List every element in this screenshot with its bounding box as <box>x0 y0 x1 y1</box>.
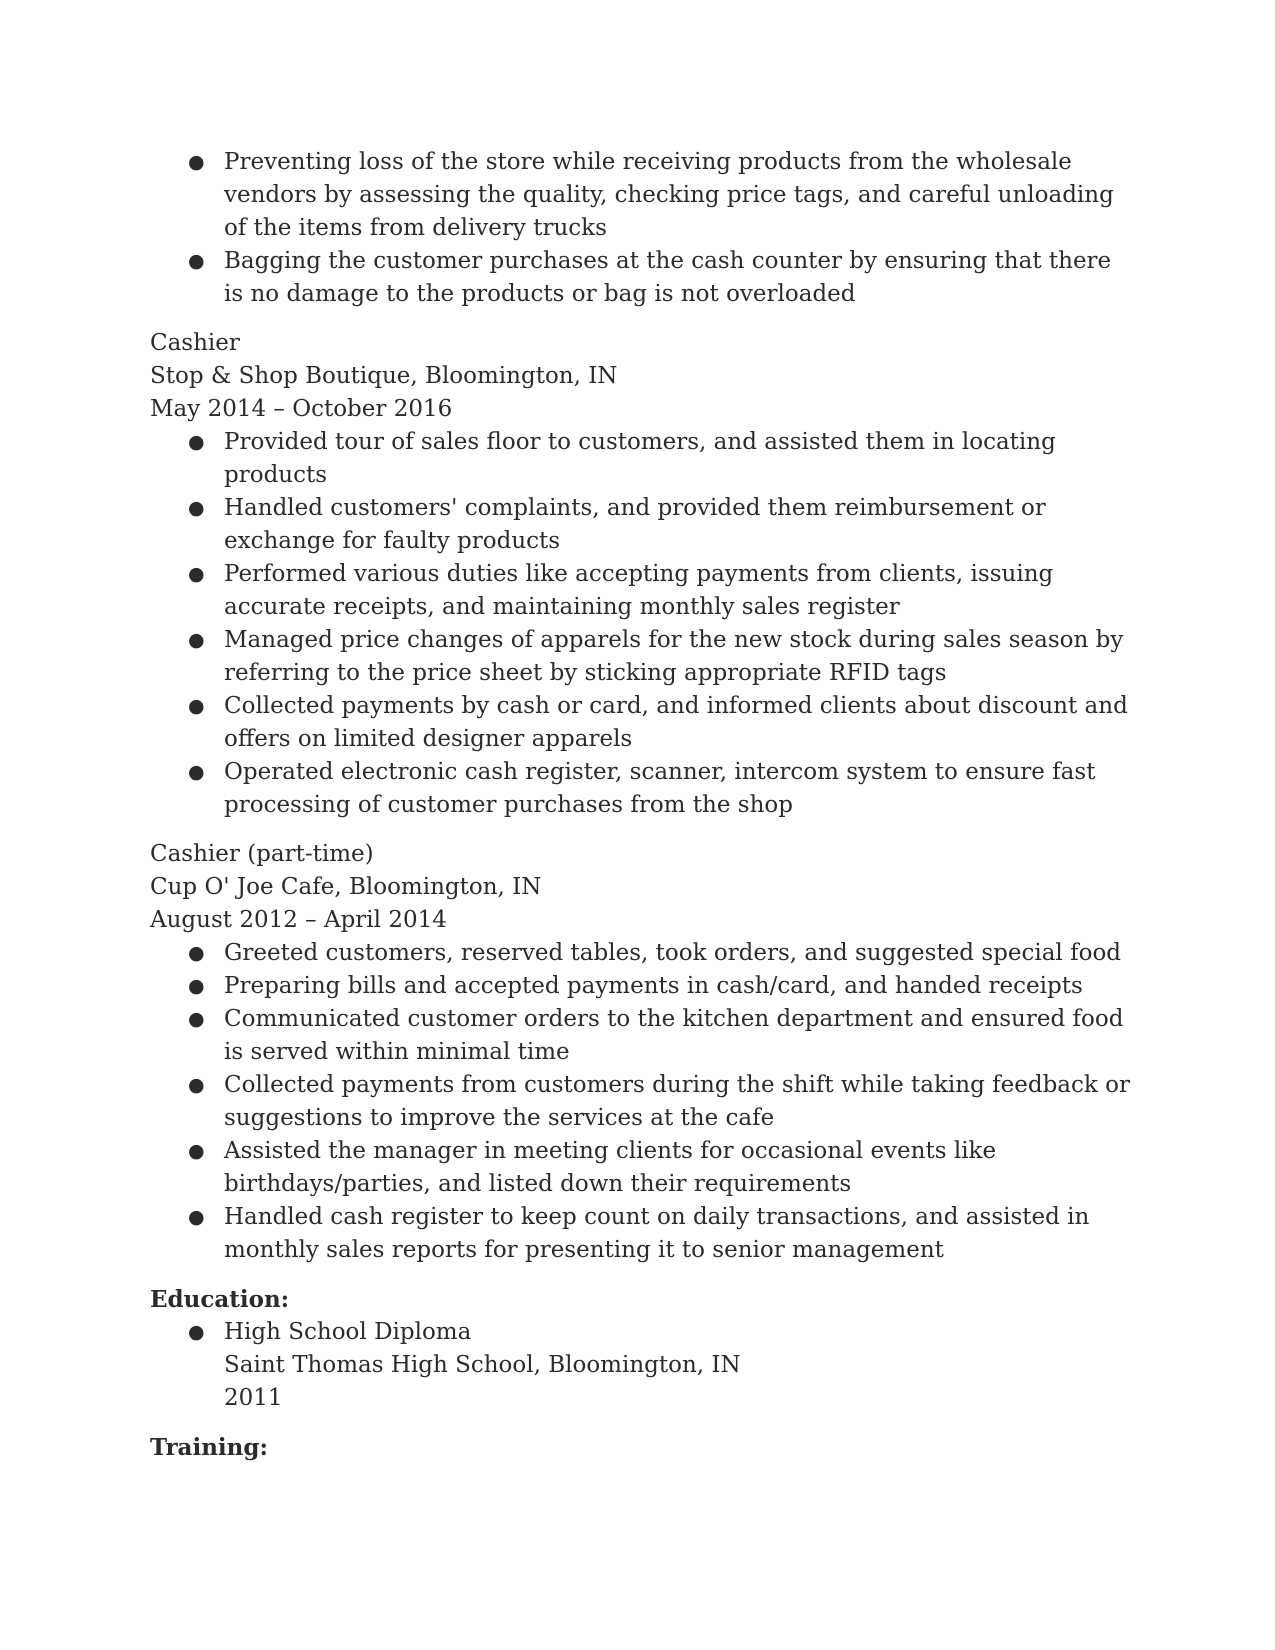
list-item <box>150 1201 1130 1267</box>
bullet-icon: ● <box>188 151 205 173</box>
bullet-text: Communicated customer orders to the kitchen department and ensured food is served within minimal time <box>224 1006 1124 1065</box>
list-item <box>150 690 1130 756</box>
list-item <box>150 1003 1130 1069</box>
education-year: 2011 <box>224 1385 283 1411</box>
list-item <box>150 558 1130 624</box>
bullet-icon: ● <box>188 1206 205 1228</box>
list-item <box>150 624 1130 690</box>
bullet-text: Greeted customers, reserved tables, took orders, and suggested special food <box>224 940 1122 966</box>
job-company: Cup O' Joe Cafe, Bloomington, IN <box>150 874 542 900</box>
education-heading: Education: <box>150 1286 290 1313</box>
education-school: Saint Thomas High School, Bloomington, IN <box>224 1352 741 1378</box>
bullet-icon: ● <box>188 497 205 519</box>
list-item <box>150 1069 1130 1135</box>
list-item <box>150 756 1130 822</box>
bullet-text: Handled customers' complaints, and provided them reimbursement or exchange for faulty products <box>224 495 1046 554</box>
list-item <box>150 492 1130 558</box>
resume-page <box>150 146 1130 1464</box>
bullet-text: Managed price changes of apparels for the new stock during sales season by referring to the price sheet by sticking appropriate RFID tags <box>224 627 1124 686</box>
job-bullet-list <box>150 426 1130 822</box>
training-section <box>150 1431 1130 1464</box>
list-item <box>150 146 1130 245</box>
bullet-icon: ● <box>188 942 205 964</box>
education-degree: High School Diploma <box>224 1319 472 1345</box>
bullet-text: Bagging the customer purchases at the cash counter by ensuring that there is no damage to the products or bag is not overloaded <box>224 248 1112 307</box>
bullet-icon: ● <box>188 1074 205 1096</box>
bullet-text: Assisted the manager in meeting clients for occasional events like birthdays/parties, and listed down their requirements <box>224 1138 997 1197</box>
bullet-icon: ● <box>188 563 205 585</box>
list-item <box>150 1135 1130 1201</box>
job-title: Cashier (part-time) <box>150 841 374 867</box>
job-title: Cashier <box>150 330 240 356</box>
bullet-icon: ● <box>188 1140 205 1162</box>
bullet-icon: ● <box>188 1008 205 1030</box>
job-dates: May 2014 – October 2016 <box>150 396 453 422</box>
list-item <box>150 937 1130 970</box>
bullet-icon: ● <box>188 695 205 717</box>
training-heading: Training: <box>150 1434 268 1461</box>
list-item <box>150 1316 1130 1415</box>
bullet-text: Collected payments by cash or card, and informed clients about discount and offers on limited designer apparels <box>224 693 1128 752</box>
bullet-icon: ● <box>188 975 205 997</box>
job-bullet-list <box>150 937 1130 1267</box>
bullet-icon: ● <box>188 629 205 651</box>
job-entry-cup-o-joe <box>150 838 1130 1267</box>
bullet-text: Handled cash register to keep count on daily transactions, and assisted in monthly sales reports for presenting it to senior management <box>224 1204 1090 1263</box>
bullet-text: Preventing loss of the store while receiving products from the wholesale vendors by assessing the quality, checking price tags, and careful unloading of the items from delivery trucks <box>224 149 1114 241</box>
bullet-icon: ● <box>188 431 205 453</box>
bullet-text: Preparing bills and accepted payments in cash/card, and handed receipts <box>224 973 1083 999</box>
job-dates: August 2012 – April 2014 <box>150 907 447 933</box>
bullet-icon: ● <box>188 761 205 783</box>
bullet-text: Collected payments from customers during the shift while taking feedback or suggestions to improve the services at the cafe <box>224 1072 1130 1131</box>
education-section <box>150 1283 1130 1415</box>
bullet-text: Provided tour of sales floor to customers, and assisted them in locating products <box>224 429 1056 488</box>
job-company: Stop & Shop Boutique, Bloomington, IN <box>150 363 618 389</box>
bullet-text: Performed various duties like accepting payments from clients, issuing accurate receipts, and maintaining monthly sales register <box>224 561 1054 620</box>
education-list <box>150 1316 1130 1415</box>
bullet-text: Operated electronic cash register, scanner, intercom system to ensure fast processing of customer purchases from the shop <box>224 759 1096 818</box>
bullet-icon: ● <box>188 250 205 272</box>
bullet-icon: ● <box>188 1321 205 1343</box>
list-item <box>150 426 1130 492</box>
list-item <box>150 245 1130 311</box>
intro-bullet-list <box>150 146 1130 311</box>
list-item <box>150 970 1130 1003</box>
job-entry-stop-and-shop <box>150 327 1130 822</box>
